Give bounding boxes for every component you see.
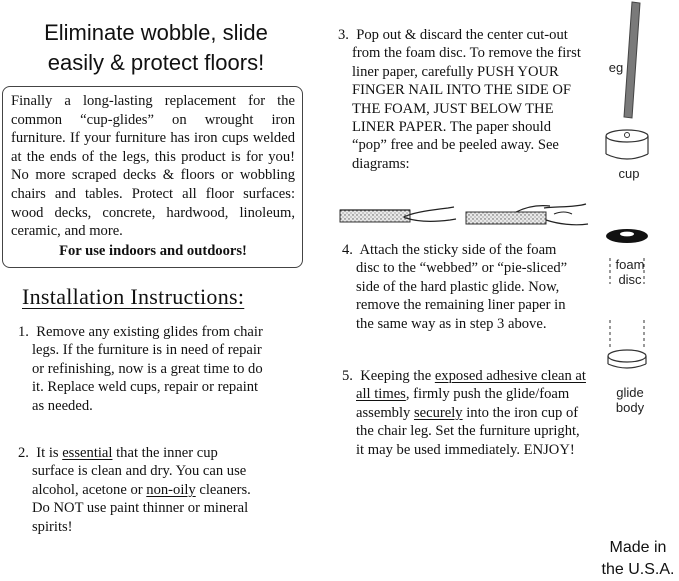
label-glide-line-1: glide bbox=[616, 385, 644, 400]
step-2-number: 2. bbox=[18, 445, 29, 461]
headline bbox=[6, 18, 306, 78]
label-glide-line-2: body bbox=[615, 400, 645, 415]
foam-disc-illustration bbox=[606, 229, 648, 243]
made-in-line-2: the U.S.A. bbox=[601, 561, 675, 578]
step-4-text: Attach the sticky side of the foam disc to the “webbed” or “pie-sliced” side of the hard plastic glide. Now, remove the remaining liner paper in the same way as in step 3 above. bbox=[356, 242, 568, 332]
step-5-emphasis: exposed adhesive clean at all times bbox=[356, 368, 586, 403]
headline-line-1: Eliminate wobble, slide bbox=[44, 20, 268, 45]
step-4 bbox=[342, 241, 577, 333]
made-in-line-1: Made in bbox=[609, 539, 667, 556]
step-1 bbox=[18, 323, 263, 415]
step-1-number: 1. bbox=[18, 324, 29, 340]
step-2-text-pre: It is bbox=[36, 445, 63, 461]
step-5-text-mid: , firmly push the glide/foam assembly bbox=[356, 386, 570, 421]
step-2-emphasis-2: non-oily bbox=[146, 481, 196, 498]
intro-tagline: For use indoors and outdoors! bbox=[59, 242, 247, 259]
step-5-number: 5. bbox=[342, 368, 353, 384]
step-3 bbox=[338, 26, 586, 173]
installation-heading: Installation Instructions: bbox=[22, 284, 245, 309]
chair-leg-illustration bbox=[624, 2, 640, 118]
diagram-foam-right bbox=[466, 206, 550, 224]
step-2-text-mid: that the inner cup surface is clean and dry. You can use alcohol, acetone or bbox=[32, 445, 247, 498]
step-2 bbox=[18, 444, 263, 536]
label-cup: cup bbox=[618, 166, 640, 181]
step-2-text-post: cleaners. Do NOT use paint thinner or mineral spirits! bbox=[32, 481, 251, 535]
iron-cup-illustration bbox=[606, 130, 648, 159]
step-5-text-pre: Keeping the bbox=[360, 368, 435, 384]
liner-removal-diagram bbox=[336, 198, 592, 236]
diagram-foam-left bbox=[340, 210, 410, 222]
label-foam-line-1: foam bbox=[615, 257, 645, 272]
glide-body-illustration bbox=[608, 350, 646, 368]
label-foam-line-2: disc bbox=[618, 272, 642, 287]
step-3-text: Pop out & discard the center cut-out from the foam disc. To remove the first liner paper, carefully PUSH YOUR FINGER NAIL INTO THE SIDE OF THE FOAM, JUST BELOW THE LINER PAPER. The paper should “pop” free and be peeled away. See diagrams: bbox=[352, 27, 581, 172]
label-glide-body bbox=[606, 385, 654, 415]
step-5-emphasis-2: securely bbox=[413, 404, 463, 421]
headline-line-2: easily & protect floors! bbox=[47, 50, 265, 75]
step-4-number: 4. bbox=[342, 242, 353, 258]
diagram-finger-right bbox=[544, 204, 588, 225]
step-1-text: Remove any existing glides from chair legs. If the furniture is in need of repair or refinishing, now is a great time to do it. Replace weld cups, repair or repaint as needed. bbox=[32, 324, 263, 414]
label-foam-disc bbox=[608, 257, 652, 287]
step-3-number: 3. bbox=[338, 27, 349, 43]
step-5-text-post: into the iron cup of the chair leg. Set the furniture upright, it may be used immediately. ENJOY! bbox=[356, 404, 580, 458]
diagram-finger-left bbox=[404, 207, 456, 221]
intro-box bbox=[2, 86, 303, 268]
label-leg: eg bbox=[608, 60, 624, 75]
intro-text: Finally a long-lasting replacement for the common “cup-glides” on wrought iron furniture. If your furniture has iron cups welded at the ends of the legs, this product is for you! No more scraped decks & floors or wobbling chairs and tables. Protect all floor surfaces: wood decks, concrete, hardwood, linoleum, ceramic, and more. bbox=[11, 93, 295, 240]
step-5 bbox=[342, 367, 586, 459]
step-2-emphasis: essential bbox=[62, 445, 113, 461]
made-in-usa bbox=[598, 537, 678, 581]
